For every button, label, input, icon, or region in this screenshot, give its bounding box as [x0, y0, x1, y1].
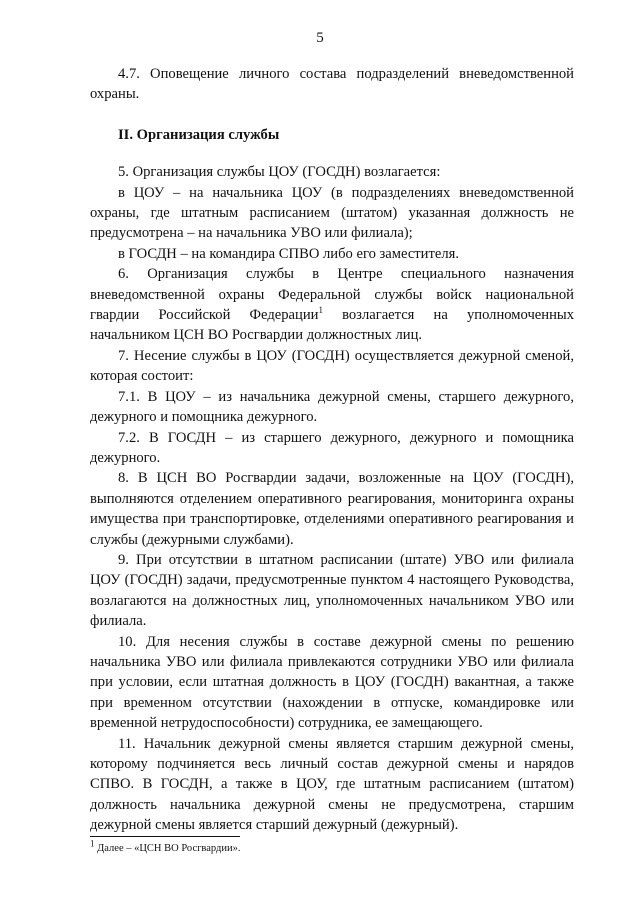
footnote-text: Далее – «ЦСН ВО Росгвардии». [94, 843, 241, 854]
paragraph-7-2: 7.2. В ГОСДН – из старшего дежурного, дежурного и помощника дежурного. [90, 429, 574, 466]
paragraph-8: 8. В ЦСН ВО Росгвардии задачи, возложенные на ЦОУ (ГОСДН), выполняются отделением оперативного реагирования, мониторинга охраны имущества при транспортировке, отделениями оперативного реагирования и службы (дежурными службами). [90, 470, 574, 548]
paragraph-10: 10. Для несения службы в составе дежурной смены по решению начальника УВО или филиала привлекаются сотрудники УВО или филиала при условии, если штатная должность в ЦОУ (ГОСДН) вакантная, а также при временном отсутствии (нахождении в отпуске, командировке или временной нетрудоспособности) сотрудника, ее замещающего. [90, 633, 574, 732]
document-body [90, 64, 574, 836]
section-heading: II. Организация службы [118, 126, 280, 143]
footnote [90, 838, 570, 856]
paragraph-7-1: 7.1. В ЦОУ – из начальника дежурной смены, старшего дежурного, дежурного и помощника дежурного. [90, 388, 574, 426]
paragraph-11: 11. Начальник дежурной смены является старшим дежурной смены, которому подчиняется весь личный состав дежурной смены и нарядов СПВО. В ГОСДН, а также в ЦОУ, где штатным расписанием (штатом) должность начальника дежурной смены не предусмотрена, старшим дежурной смены является старший дежурный (дежурный). [90, 735, 574, 834]
paragraph-6-text: 6. Организация службы в Центре специального назначения вневедомственной охраны Федеральной службы войск национальной гвардии Российской Федерации [90, 266, 574, 324]
paragraph-6 [90, 264, 574, 346]
paragraph-6-text-end: возлагается на уполномоченных начальником ЦСН ВО Росгвардии должностных лиц. [90, 307, 574, 344]
footnote-reference: 1 [318, 305, 323, 316]
footnote-marker: 1 [90, 838, 95, 849]
paragraph-9: 9. При отсутствии в штатном расписании (штате) УВО или филиала ЦОУ (ГОСДН) задачи, предусмотренные пунктом 4 настоящего Руководства, возлагаются на должностных лиц, уполномоченных начальником УВО или филиала. [90, 551, 574, 630]
footnote-divider [90, 836, 240, 837]
paragraph-5-b: в ГОСДН – на командира СПВО либо его заместителя. [118, 245, 459, 262]
paragraph-5: 5. Организация службы ЦОУ (ГОСДН) возлагается: [118, 164, 441, 181]
paragraph-4-7: 4.7. Оповещение личного состава подразделений вневедомственной охраны. [90, 66, 574, 103]
paragraph-7: 7. Несение службы в ЦОУ (ГОСДН) осуществляется дежурной сменой, которая состоит: [90, 347, 574, 385]
page-number: 5 [316, 30, 324, 46]
paragraph-5-a: в ЦОУ – на начальника ЦОУ (в подразделениях вневедомственной охраны, где штатным расписанием (штатом) указанная должность не предусмотрена – на начальника УВО или филиала); [90, 184, 574, 242]
